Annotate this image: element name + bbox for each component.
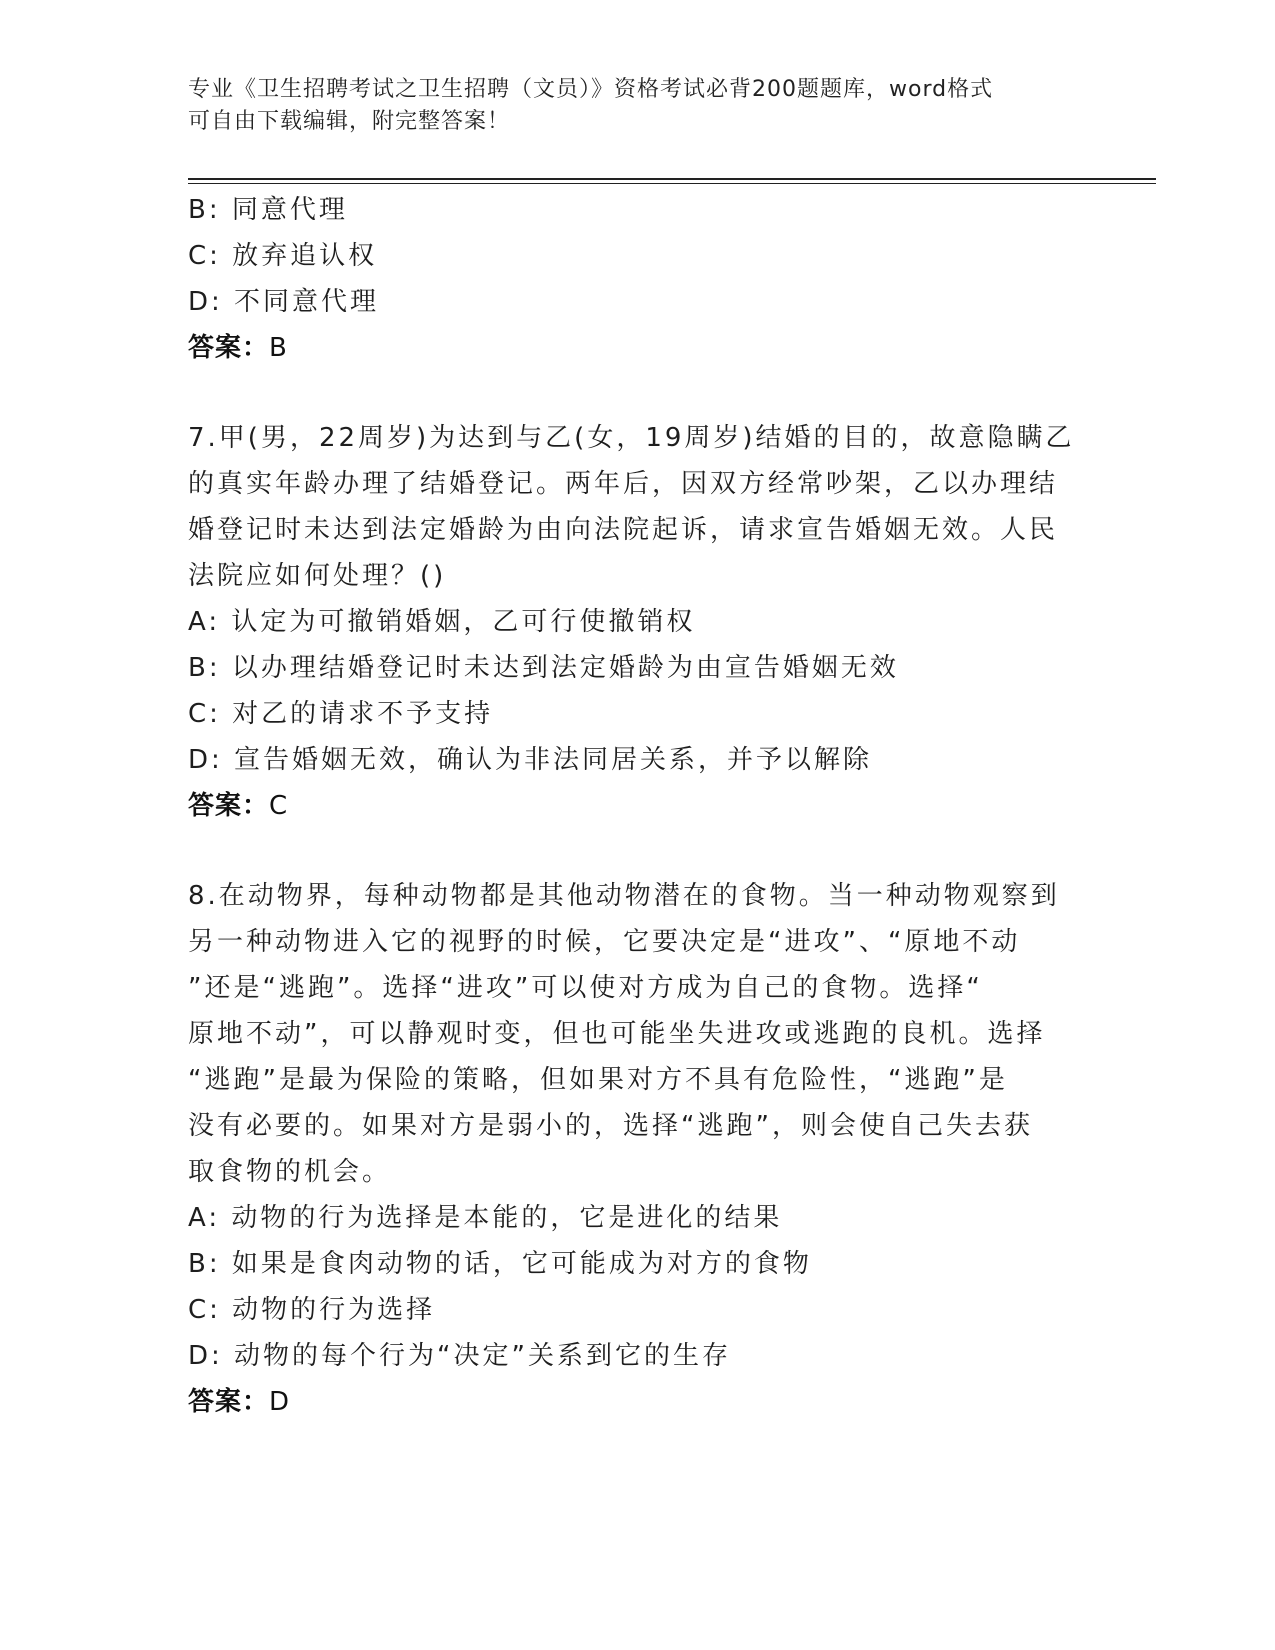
document-body: [188, 187, 1088, 1425]
prev-option-b: B: 同意代理: [188, 195, 348, 225]
q8-answer: [188, 1379, 1088, 1425]
q7-text-line: 婚登记时未达到法定婚龄为由向法院起诉，请求宣告婚姻无效。人民: [188, 515, 1059, 545]
answer-value: C: [269, 791, 289, 821]
q8-text-line: 8.在动物界，每种动物都是其他动物潜在的食物。当一种动物观察到: [188, 881, 1060, 911]
q7-option-d: D: 宣告婚姻无效，确认为非法同居关系，并予以解除: [188, 745, 873, 775]
q7-option-a: A: 认定为可撤销婚姻，乙可行使撤销权: [188, 607, 696, 637]
answer-label: 答案：: [188, 1387, 270, 1417]
q7-answer: [188, 783, 1088, 829]
q8-option-b: B: 如果是食肉动物的话，它可能成为对方的食物: [188, 1249, 812, 1279]
header-divider-thick: [188, 178, 1156, 180]
answer-label: 答案：: [188, 791, 270, 821]
spacer: [188, 371, 1088, 415]
q7-text-line: 7.甲(男，22周岁)为达到与乙(女，19周岁)结婚的目的，故意隐瞒乙: [188, 423, 1075, 453]
q7-text-line: 的真实年龄办理了结婚登记。两年后，因双方经常吵架，乙以办理结: [188, 469, 1059, 499]
q8-option-c: C: 动物的行为选择: [188, 1295, 436, 1325]
q8-text-line: 取食物的机会。: [188, 1157, 392, 1187]
header-title-line-2: 可自由下载编辑，附完整答案！: [188, 109, 511, 134]
q8-text-line: 另一种动物进入它的视野的时候，它要决定是“进攻”、“原地不动: [188, 927, 1021, 957]
spacer: [188, 829, 1088, 873]
q8-text-line: 原地不动”，可以静观时变，但也可能坐失进攻或逃跑的良机。选择: [188, 1019, 1046, 1049]
prev-question-block: [188, 187, 1088, 371]
question-8-block: [188, 873, 1088, 1425]
header-divider-thin: [188, 183, 1156, 184]
q8-text-line: 没有必要的。如果对方是弱小的，选择“逃跑”，则会使自己失去获: [188, 1111, 1033, 1141]
prev-answer: [188, 325, 1088, 371]
document-header: [188, 74, 1068, 138]
prev-option-c: C: 放弃追认权: [188, 241, 378, 271]
header-title-line-1: 专业《卫生招聘考试之卫生招聘（文员）》资格考试必背200题题库，word格式: [188, 77, 994, 102]
q8-text-line: “逃跑”是最为保险的策略，但如果对方不具有危险性，“逃跑”是: [188, 1065, 1008, 1095]
answer-value: D: [269, 1387, 291, 1417]
answer-label: 答案：: [188, 333, 270, 363]
q8-option-d: D: 动物的每个行为“决定”关系到它的生存: [188, 1341, 731, 1371]
q7-option-b: B: 以办理结婚登记时未达到法定婚龄为由宣告婚姻无效: [188, 653, 899, 683]
answer-value: B: [269, 333, 288, 363]
prev-option-d: D: 不同意代理: [188, 287, 380, 317]
q7-option-c: C: 对乙的请求不予支持: [188, 699, 494, 729]
q7-text-line: 法院应如何处理？(): [188, 561, 447, 591]
q8-text-line: ”还是“逃跑”。选择“进攻”可以使对方成为自己的食物。选择“: [188, 973, 983, 1003]
question-7-block: [188, 415, 1088, 829]
q8-option-a: A: 动物的行为选择是本能的，它是进化的结果: [188, 1203, 783, 1233]
